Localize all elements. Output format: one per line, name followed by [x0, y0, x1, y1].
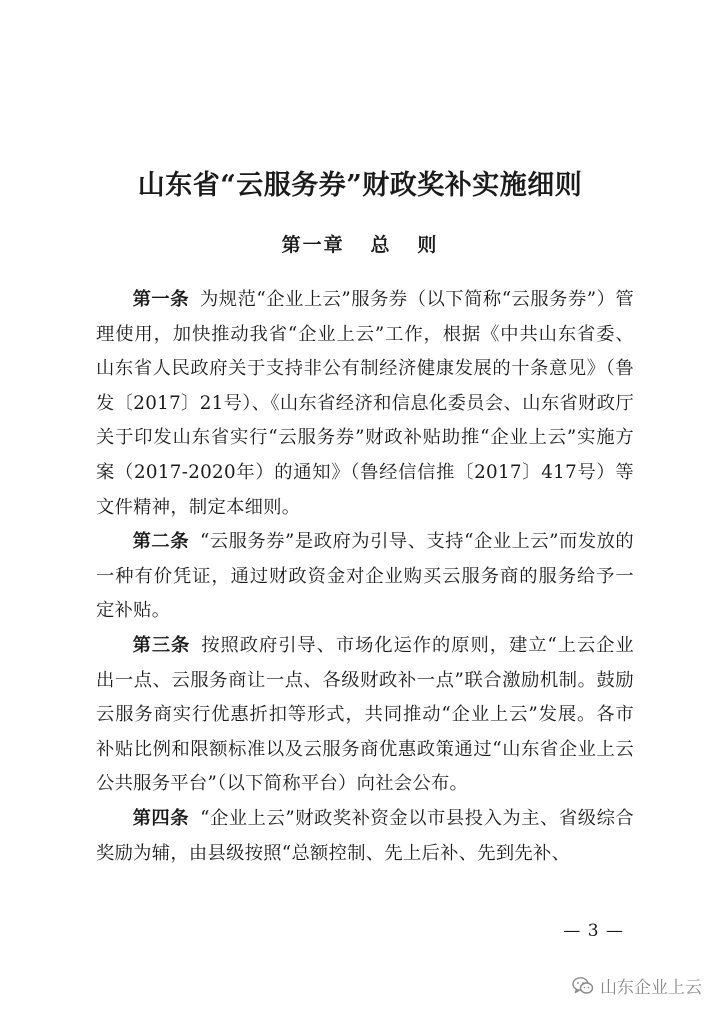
- article-label: 第二条: [132, 531, 189, 553]
- article-text: “云服务券”是政府为引导、支持“企业上云”而发放的一种有价凭证，通过财政资金对企业购买云服务商的服务给予一定补贴。: [96, 531, 634, 622]
- article-2: [96, 525, 634, 629]
- article-4: [96, 802, 634, 871]
- page-number: — 3 —: [563, 921, 624, 941]
- document-body: [96, 283, 634, 871]
- watermark-text: 山东企业上云: [600, 978, 702, 998]
- document-title: 山东省“云服务券”财政奖补实施细则: [137, 170, 583, 201]
- watermark: [572, 973, 702, 998]
- article-text: “企业上云”财政奖补资金以市县投入为主、省级综合奖励为辅，由县级按照“总额控制、先上后补、先到先补、: [96, 807, 634, 864]
- article-label: 第三条: [132, 634, 191, 656]
- article-text: 为规范“企业上云”服务券（以下简称“云服务券”）管理使用，加快推动我省“企业上云”工作，根据《中共山东省委、山东省人民政府关于支持非公有制经济健康发展的十条意见》（鲁发〔2017〕21号）、《山东省经济和信息化委员会、山东省财政厅关于印发山东省实行“云服务券”财政补贴助推“企业上云”实施方案（2017-2020年）的通知》（鲁经信信推〔2017〕417号）等文件精神，制定本细则。: [96, 289, 634, 518]
- article-text: 按照政府引导、市场化运作的原则，建立“上云企业出一点、云服务商让一点、各级财政补一点”联合激励机制。鼓励云服务商实行优惠折扣等形式，共同推动“企业上云”发展。各市补贴比例和限额标准以及云服务商优惠政策通过“山东省企业上云公共服务平台”（以下简称平台）向社会公布。: [96, 634, 634, 795]
- article-label: 第四条: [132, 807, 190, 829]
- article-3: [96, 629, 634, 802]
- wechat-icon: [572, 976, 594, 996]
- article-label: 第一条: [132, 289, 189, 310]
- article-1: [96, 283, 634, 525]
- chapter-heading: 第一章 总 则: [281, 234, 439, 256]
